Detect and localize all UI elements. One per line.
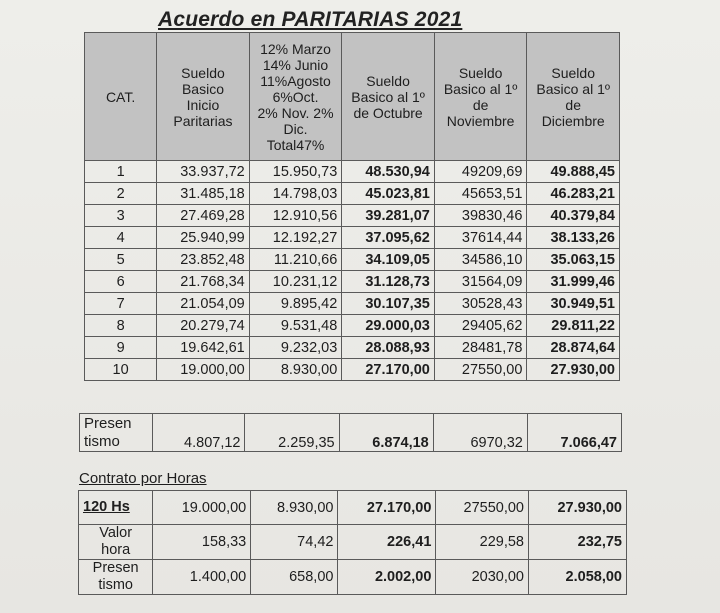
salary-cell: 12.192,27 <box>249 227 342 249</box>
salary-cell: 33.937,72 <box>157 161 250 183</box>
horas-row <box>79 560 627 595</box>
horas-cell: 658,00 <box>251 560 338 595</box>
horas-cell: 232,75 <box>528 525 626 560</box>
salary-cell: 49.888,45 <box>527 161 620 183</box>
header-aumentos: 12% Marzo 14% Junio 11%Agosto 6%Oct. 2% Nov. 2% Dic. Total47% <box>249 33 342 161</box>
horas-label: Valor hora <box>79 525 153 560</box>
horas-cell: 2.058,00 <box>528 560 626 595</box>
horas-row <box>79 525 627 560</box>
horas-table <box>78 490 627 595</box>
salary-cell: 46.283,21 <box>527 183 620 205</box>
header-octubre: Sueldo Basico al 1º de Octubre <box>342 33 435 161</box>
salary-cell: 20.279,74 <box>157 315 250 337</box>
salary-cell: 14.798,03 <box>249 183 342 205</box>
salary-cell: 34.109,05 <box>342 249 435 271</box>
salary-cell: 27550,00 <box>434 359 527 381</box>
salary-label: 7 <box>85 293 157 315</box>
salary-row <box>85 183 620 205</box>
salary-cell: 30.949,51 <box>527 293 620 315</box>
salary-cell: 31.999,46 <box>527 271 620 293</box>
salary-cell: 37614,44 <box>434 227 527 249</box>
salary-label: 5 <box>85 249 157 271</box>
salary-cell: 11.210,66 <box>249 249 342 271</box>
salary-cell: 29405,62 <box>434 315 527 337</box>
salary-cell: 28.088,93 <box>342 337 435 359</box>
salary-label: 6 <box>85 271 157 293</box>
salary-cell: 30528,43 <box>434 293 527 315</box>
salary-row <box>85 337 620 359</box>
salary-row <box>85 359 620 381</box>
salary-table <box>84 32 620 381</box>
salary-label: 10 <box>85 359 157 381</box>
salary-cell: 21.768,34 <box>157 271 250 293</box>
presentismo-cell: 7.066,47 <box>527 414 621 452</box>
salary-row <box>85 227 620 249</box>
salary-cell: 30.107,35 <box>342 293 435 315</box>
salary-cell: 39830,46 <box>434 205 527 227</box>
salary-cell: 19.642,61 <box>157 337 250 359</box>
salary-cell: 29.811,22 <box>527 315 620 337</box>
document-title: Acuerdo en PARITARIAS 2021 <box>158 8 463 31</box>
salary-cell: 8.930,00 <box>249 359 342 381</box>
salary-cell: 39.281,07 <box>342 205 435 227</box>
salary-cell: 15.950,73 <box>249 161 342 183</box>
salary-cell: 27.930,00 <box>527 359 620 381</box>
salary-cell: 12.910,56 <box>249 205 342 227</box>
salary-cell: 21.054,09 <box>157 293 250 315</box>
salary-cell: 9.531,48 <box>249 315 342 337</box>
salary-row <box>85 315 620 337</box>
horas-row <box>79 491 627 525</box>
horas-cell: 74,42 <box>251 525 338 560</box>
horas-cell: 2.002,00 <box>338 560 436 595</box>
salary-cell: 27.170,00 <box>342 359 435 381</box>
salary-cell: 45653,51 <box>434 183 527 205</box>
salary-row <box>85 271 620 293</box>
salary-label: 8 <box>85 315 157 337</box>
salary-cell: 9.895,42 <box>249 293 342 315</box>
salary-row <box>85 205 620 227</box>
horas-cell: 1.400,00 <box>153 560 251 595</box>
salary-row <box>85 161 620 183</box>
salary-label: 2 <box>85 183 157 205</box>
section-title-horas: Contrato por Horas <box>79 470 207 487</box>
header-diciembre: Sueldo Basico al 1º de Diciembre <box>527 33 620 161</box>
horas-label: 120 Hs <box>79 491 153 525</box>
salary-cell: 31564,09 <box>434 271 527 293</box>
salary-cell: 37.095,62 <box>342 227 435 249</box>
horas-cell: 19.000,00 <box>153 491 251 525</box>
salary-label: 3 <box>85 205 157 227</box>
presentismo-row <box>80 414 622 452</box>
salary-cell: 40.379,84 <box>527 205 620 227</box>
salary-cell: 49209,69 <box>434 161 527 183</box>
salary-cell: 34586,10 <box>434 249 527 271</box>
salary-cell: 25.940,99 <box>157 227 250 249</box>
presentismo-cell: 6.874,18 <box>339 414 433 452</box>
presentismo-label: Presen tismo <box>80 414 153 452</box>
header-cat: CAT. <box>85 33 157 161</box>
salary-label: 4 <box>85 227 157 249</box>
header-noviembre: Sueldo Basico al 1º de Noviembre <box>434 33 527 161</box>
presentismo-cell: 6970,32 <box>433 414 527 452</box>
horas-cell: 27550,00 <box>436 491 529 525</box>
horas-cell: 226,41 <box>338 525 436 560</box>
salary-cell: 45.023,81 <box>342 183 435 205</box>
salary-cell: 28481,78 <box>434 337 527 359</box>
salary-cell: 35.063,15 <box>527 249 620 271</box>
salary-row <box>85 249 620 271</box>
horas-label: Presen tismo <box>79 560 153 595</box>
salary-cell: 48.530,94 <box>342 161 435 183</box>
salary-table-header <box>85 33 620 161</box>
salary-cell: 31.128,73 <box>342 271 435 293</box>
horas-cell: 8.930,00 <box>251 491 338 525</box>
salary-label: 9 <box>85 337 157 359</box>
horas-cell: 2030,00 <box>436 560 529 595</box>
salary-cell: 29.000,03 <box>342 315 435 337</box>
salary-cell: 23.852,48 <box>157 249 250 271</box>
salary-cell: 28.874,64 <box>527 337 620 359</box>
horas-cell: 27.930,00 <box>528 491 626 525</box>
presentismo-cell: 4.807,12 <box>153 414 245 452</box>
presentismo-table <box>79 413 622 452</box>
salary-cell: 9.232,03 <box>249 337 342 359</box>
horas-cell: 158,33 <box>153 525 251 560</box>
salary-cell: 27.469,28 <box>157 205 250 227</box>
presentismo-cell: 2.259,35 <box>245 414 339 452</box>
horas-cell: 27.170,00 <box>338 491 436 525</box>
header-basico-inicio: Sueldo Basico Inicio Paritarias <box>157 33 250 161</box>
horas-cell: 229,58 <box>436 525 529 560</box>
salary-row <box>85 293 620 315</box>
salary-cell: 31.485,18 <box>157 183 250 205</box>
salary-label: 1 <box>85 161 157 183</box>
salary-cell: 19.000,00 <box>157 359 250 381</box>
salary-cell: 10.231,12 <box>249 271 342 293</box>
salary-cell: 38.133,26 <box>527 227 620 249</box>
